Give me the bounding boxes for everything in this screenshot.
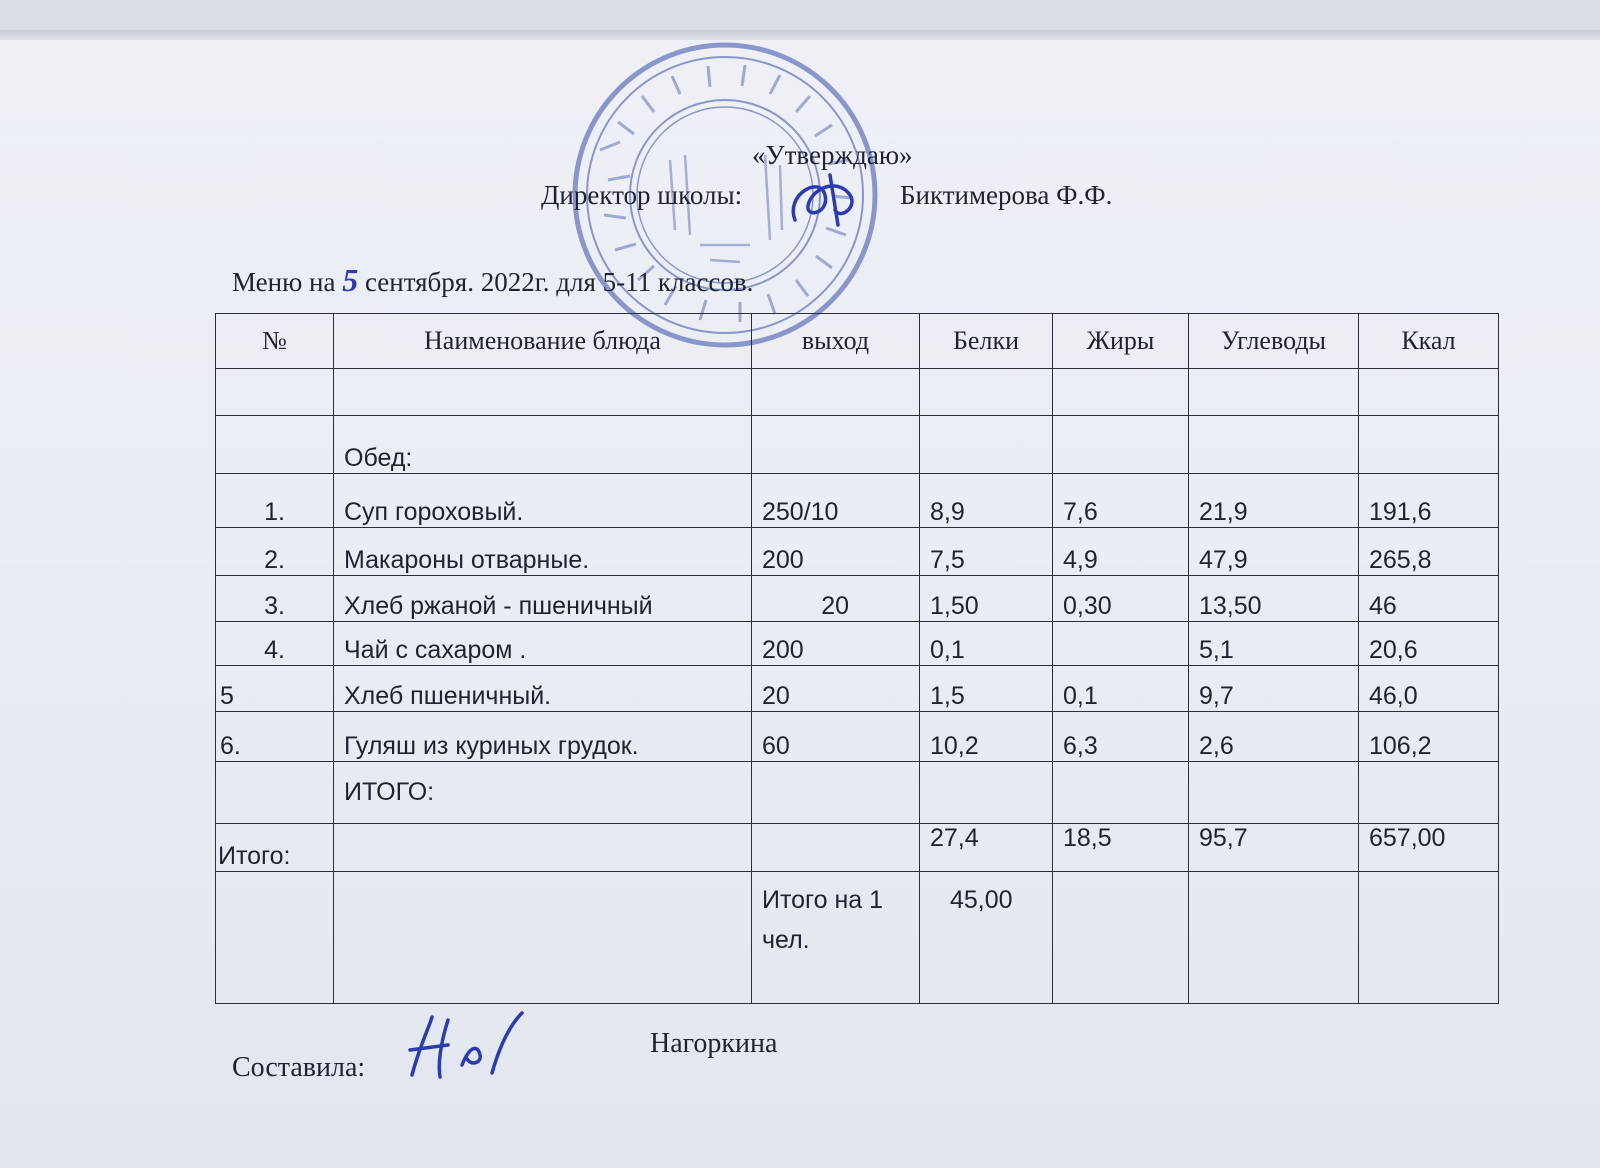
menu-title	[232, 262, 753, 299]
dish-protein: 8,9	[920, 474, 1053, 528]
dish-carbs: 13,50	[1189, 576, 1359, 622]
itogo-caps-label: ИТОГО:	[334, 762, 752, 824]
row-number: 3.	[216, 576, 334, 622]
dish-yield: 60	[752, 712, 920, 762]
director-signature	[780, 165, 870, 235]
row-number: 1.	[216, 474, 334, 528]
director-name: Биктимерова Ф.Ф.	[900, 180, 1113, 210]
dish-protein: 7,5	[920, 528, 1053, 576]
itogo-label: Итого:	[216, 824, 334, 872]
row-number: 4.	[216, 622, 334, 666]
col-header-number: №	[216, 314, 334, 369]
col-header-yield: выход	[752, 314, 920, 369]
per-person-label: Итого на 1 чел.	[752, 872, 920, 1004]
dish-kcal: 106,2	[1359, 712, 1499, 762]
row-number: 2.	[216, 528, 334, 576]
dish-carbs: 21,9	[1189, 474, 1359, 528]
dish-name: Хлеб ржаной - пшеничный	[334, 576, 752, 622]
dish-yield: 250/10	[752, 474, 920, 528]
composed-name: Нагоркина	[650, 1028, 778, 1059]
dish-fat: 0,1	[1053, 666, 1189, 712]
table-row	[216, 576, 1499, 622]
dish-fat: 4,9	[1053, 528, 1189, 576]
total-carbs: 95,7	[1189, 824, 1359, 872]
dish-kcal: 191,6	[1359, 474, 1499, 528]
table-row-itogo-caps	[216, 762, 1499, 824]
dish-fat	[1053, 622, 1189, 666]
table-row-per-person	[216, 872, 1499, 1004]
menu-title-prefix: Меню на	[232, 267, 336, 297]
menu-day: 5	[342, 262, 359, 298]
table-row-section	[216, 416, 1499, 474]
menu-table	[215, 313, 1499, 1004]
table-row	[216, 712, 1499, 762]
dish-protein: 10,2	[920, 712, 1053, 762]
table-row-empty	[216, 369, 1499, 416]
dish-carbs: 9,7	[1189, 666, 1359, 712]
dish-carbs: 2,6	[1189, 712, 1359, 762]
dish-kcal: 46	[1359, 576, 1499, 622]
dish-yield: 200	[752, 528, 920, 576]
section-label: Обед:	[334, 416, 752, 474]
dish-fat: 7,6	[1053, 474, 1189, 528]
dish-yield: 20	[752, 666, 920, 712]
director-label: Директор школы:	[541, 180, 743, 210]
dish-yield: 200	[752, 622, 920, 666]
dish-protein: 1,50	[920, 576, 1053, 622]
col-header-carbs: Углеводы	[1189, 314, 1359, 369]
dish-carbs: 5,1	[1189, 622, 1359, 666]
dish-name: Макароны отварные.	[334, 528, 752, 576]
table-row	[216, 474, 1499, 528]
total-fat: 18,5	[1053, 824, 1189, 872]
dish-name: Гуляш из куриных грудок.	[334, 712, 752, 762]
table-header-row	[216, 314, 1499, 369]
col-header-protein: Белки	[920, 314, 1053, 369]
table-row	[216, 622, 1499, 666]
col-header-kcal: Ккал	[1359, 314, 1499, 369]
dish-name: Чай с сахаром .	[334, 622, 752, 666]
row-number: 5	[216, 666, 334, 712]
table-row-totals	[216, 824, 1499, 872]
author-signature	[400, 1005, 530, 1085]
table-row	[216, 666, 1499, 712]
dish-name: Хлеб пшеничный.	[334, 666, 752, 712]
dish-protein: 1,5	[920, 666, 1053, 712]
dish-kcal: 46,0	[1359, 666, 1499, 712]
total-kcal: 657,00	[1359, 824, 1499, 872]
dish-fat: 6,3	[1053, 712, 1189, 762]
table-row	[216, 528, 1499, 576]
dish-yield: 20	[752, 576, 920, 622]
dish-kcal: 265,8	[1359, 528, 1499, 576]
col-header-fat: Жиры	[1053, 314, 1189, 369]
composed-label: Составила:	[232, 1052, 366, 1083]
total-protein: 27,4	[920, 824, 1053, 872]
dish-carbs: 47,9	[1189, 528, 1359, 576]
dish-kcal: 20,6	[1359, 622, 1499, 666]
per-person-value: 45,00	[920, 872, 1053, 1004]
row-number: 6.	[216, 712, 334, 762]
menu-title-rest: сентября. 2022г. для 5-11 классов.	[364, 267, 754, 297]
approval-heading: «Утверждаю»	[752, 140, 913, 170]
col-header-dish-name: Наименование блюда	[334, 314, 752, 369]
dish-fat: 0,30	[1053, 576, 1189, 622]
dish-name: Суп гороховый.	[334, 474, 752, 528]
dish-protein: 0,1	[920, 622, 1053, 666]
